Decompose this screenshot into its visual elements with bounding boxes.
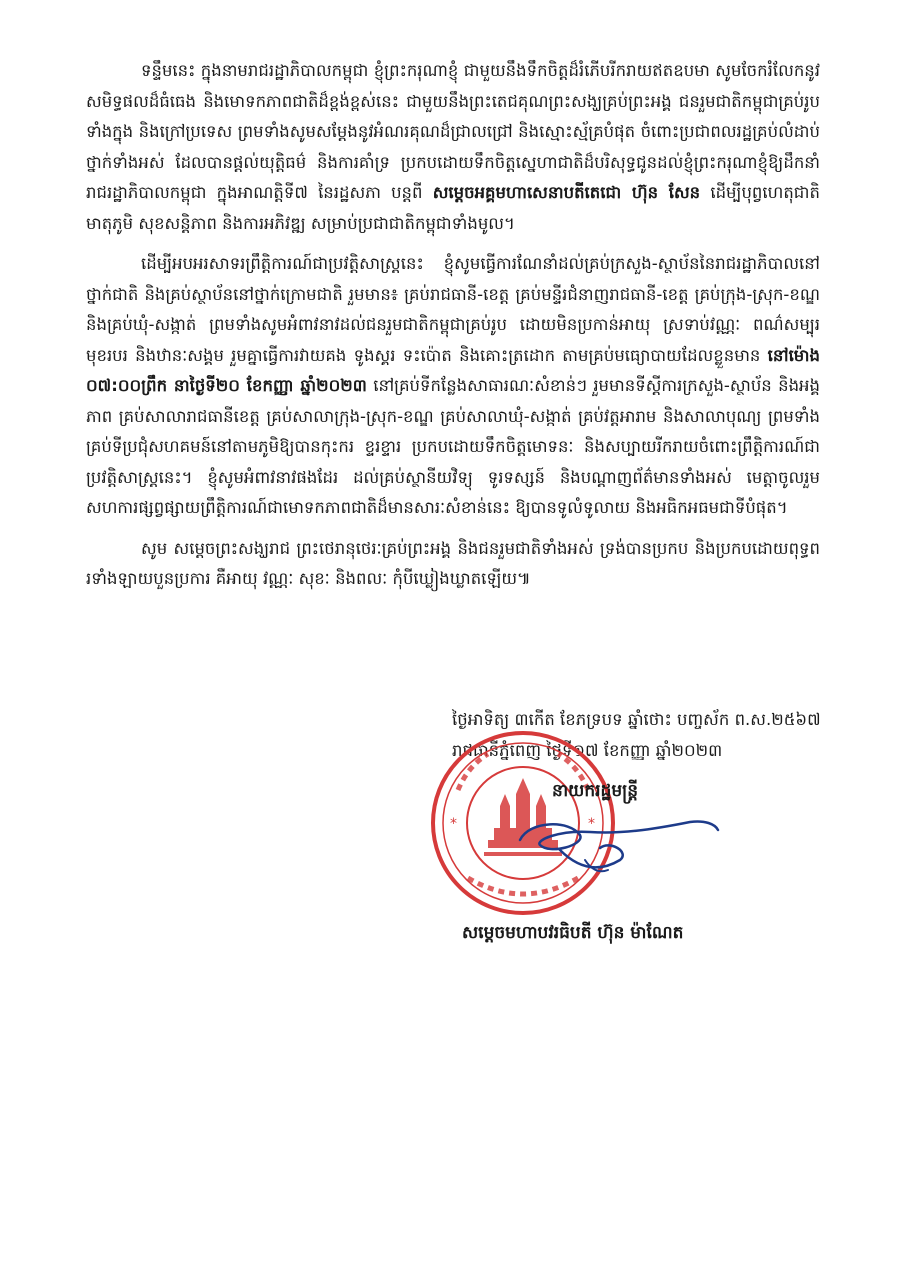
paragraph-2-bold: នៅម៉ោង ០៧:០០ព្រឹក នាថ្ងៃទី២០ ខែកញ្ញា ឆ្នាំ២០២៣ [86, 345, 820, 395]
place-date: រាជធានីភ្នំពេញ ថ្ងៃទី១៧ ខែកញ្ញា ឆ្នាំ២០២៣ [452, 741, 723, 760]
svg-text:*: * [588, 816, 595, 832]
signer-name: សម្តេចមហាបវរធិបតី ហ៊ុន ម៉ាណែត [462, 923, 684, 943]
paragraph-2 [86, 249, 820, 524]
paragraph-3 [86, 534, 820, 595]
lunar-date: ថ្ងៃអាទិត្យ ៣កើត ខែភទ្របទ ឆ្នាំថោះ បញ្ចស័ក ព.ស.២៥៦៧ [452, 710, 821, 729]
signer-title: នាយករដ្ឋមន្ត្រី [552, 781, 638, 801]
paragraph-2-text-b: នៅគ្រប់ទីកន្លែងសាធារណៈសំខាន់ៗ រួមមានទីស្តីការក្រសួង-ស្ថាប័ន និងអង្គភាព គ្រប់សាលារាជធានីខេត្ត គ្រប់សាលាក្រុង-ស្រុក-ខណ្ឌ គ្រប់សាលាឃុំ-សង្កាត់ គ្រប់វត្តអារាម និងសាលាបុណ្យ ព្រមទាំងគ្រប់ទីប្រជុំសហគមន៍នៅតាមភូមិឱ្យបានកុះករ ខ្ទរខ្ទារ ប្រកបដោយទឹកចិត្តមោទនៈ និងសប្បាយរីករាយចំពោះព្រឹត្តិការណ៍ជាប្រវត្តិសាស្ត្រនេះ។ ខ្ញុំសូមអំពាវនាវផងដែរ ដល់គ្រប់ស្ថានីយវិទ្យុ ទូរទស្សន៍ និងបណ្តាញព័ត៌មានទាំងអស់ មេត្តាចូលរួមសហការផ្សព្វផ្សាយព្រឹត្តិការណ៍ជាមោទកភាពជាតិដ៏មានសារៈសំខាន់នេះ ឱ្យបានទូលំទូលាយ និងអធិកអធមជាទីបំផុត។ [86, 376, 820, 517]
svg-text:*: * [450, 816, 457, 832]
paragraph-1-text-a: ទន្ទឹមនេះ ក្នុងនាមរាជរដ្ឋាភិបាលកម្ពុជា ខ្ញុំព្រះករុណាខ្ញុំ ជាមួយនឹងទឹកចិត្តដ៏រំភើបរីករាយឥតឧបមា សូមចែករំលែកនូវសមិទ្ធផលដ៏ធំធេង និងមោទកភាពជាតិដ៏ខ្ពង់ខ្ពស់នេះ ជាមួយនឹងព្រះតេជគុណព្រះសង្ឃគ្រប់ព្រះអង្គ ជនរួមជាតិកម្ពុជាគ្រប់រូបទាំងក្នុង និងក្រៅប្រទេស ព្រមទាំងសូមសម្តែងនូវអំណរគុណដ៏ជ្រាលជ្រៅ និងស្មោះស្ម័គ្របំផុត ចំពោះប្រជាពលរដ្ឋគ្រប់លំដាប់ថ្នាក់ទាំងអស់ ដែលបានផ្តល់យុត្តិធម៌ និងការគាំទ្រ ប្រកបដោយទឹកចិត្តស្នេហាជាតិដ៏បរិសុទ្ធជូនដល់ខ្ញុំព្រះករុណាខ្ញុំឱ្យដឹកនាំរាជរដ្ឋាភិបាលកម្ពុជា ក្នុងអាណត្តិទី៧ នៃរដ្ឋសភា បន្តពី [86, 61, 820, 202]
handwritten-signature-icon [490, 800, 720, 880]
paragraph-1-bold: សម្តេចអគ្គមហាសេនាបតីតេជោ ហ៊ុន សែន [432, 183, 701, 202]
paragraph-2-text-a: ដើម្បីអបអរសាទរព្រឹត្តិការណ៍ជាប្រវត្តិសាស្ត្រនេះ ខ្ញុំសូមធ្វើការណែនាំដល់គ្រប់ក្រសួង-ស្ថាប័ននៃរាជរដ្ឋាភិបាលនៅថ្នាក់ជាតិ និងគ្រប់ស្ថាប័ននៅថ្នាក់ក្រោមជាតិ រួមមាន៖ គ្រប់រាជធានី-ខេត្ត គ្រប់មន្ទីរជំនាញរាជធានី-ខេត្ត គ្រប់ក្រុង-ស្រុក-ខណ្ឌ និងគ្រប់ឃុំ-សង្កាត់ ព្រមទាំងសូមអំពាវនាវដល់ជនរួមជាតិកម្ពុជាគ្រប់រូប ដោយមិនប្រកាន់អាយុ ស្រទាប់វណ្ណៈ ពណ៌សម្បុរ មុខរបរ និងឋានៈសង្គម រួមគ្នាធ្វើការវាយគង ទូងស្គរ ទះប៉ោត និងគោះត្រដោក តាមគ្រប់មធ្យោបាយដែលខ្លួនមាន [86, 254, 820, 365]
paragraph-3-text: សូម សម្តេចព្រះសង្ឃរាជ ព្រះថេរានុថេរៈគ្រប់ព្រះអង្គ និងជនរួមជាតិទាំងអស់ ទ្រង់បានប្រកប និងប្រកបដោយពុទ្ធពរទាំងឡាយបួនប្រការ គឺអាយុ វណ្ណៈ សុខៈ និងពលៈ កុំបីឃ្លៀងឃ្លាតឡើយ៕ [86, 538, 820, 588]
paragraph-1-text-b: ដើម្បីបុព្វហេតុជាតិ មាតុភូមិ សុខសន្តិភាព និងការអភិវឌ្ឍ សម្រាប់ប្រជាជាតិកម្ពុជាទាំងមូល។ [86, 183, 820, 233]
paragraph-1 [86, 56, 820, 239]
